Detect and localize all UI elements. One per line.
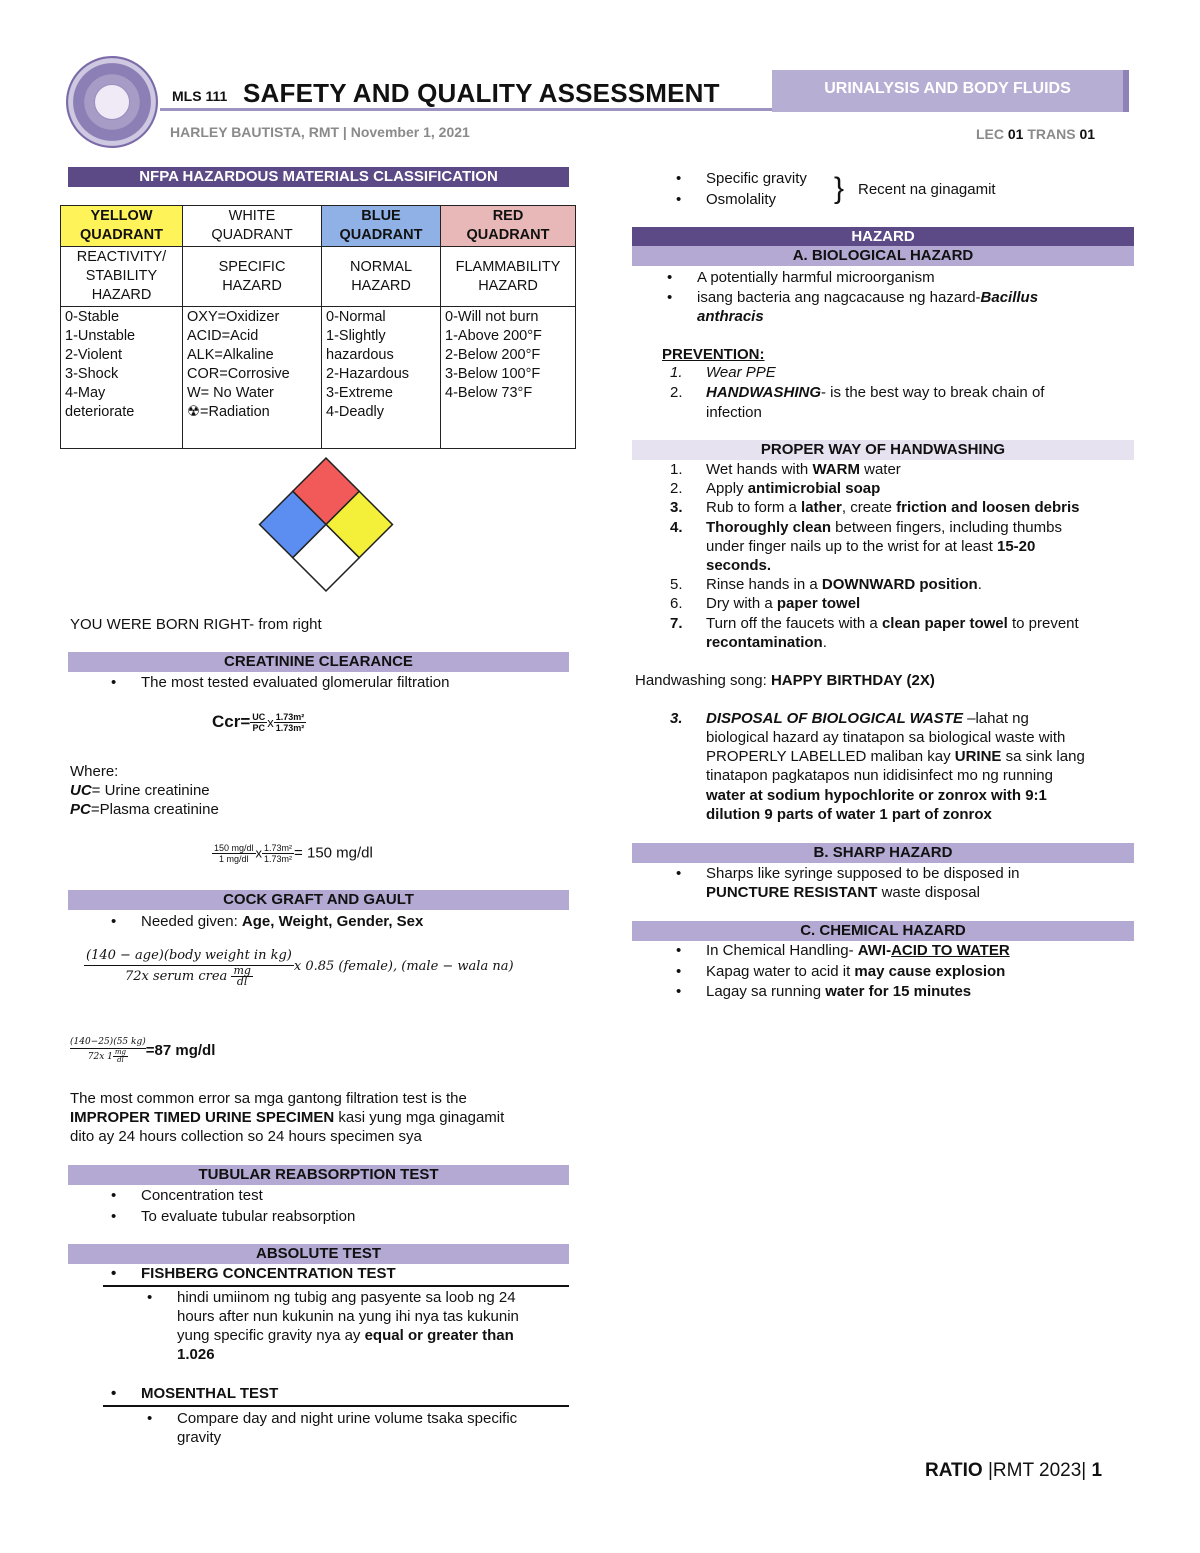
- mosenthal-title: MOSENTHAL TEST: [141, 1385, 279, 1402]
- red-subheader: FLAMMABILITY HAZARD: [441, 247, 576, 307]
- hw-step: 1. Wet hands with WARM water: [670, 461, 901, 478]
- author-line: HARLEY BAUTISTA, RMT | November 1, 2021: [170, 124, 470, 140]
- cockcroft-example: (140−25)(55 kg) 72x 1 $\frac{mg}{dl}$ =87 mg/dl: [70, 1037, 216, 1064]
- tubular-item: Concentration test: [141, 1187, 263, 1204]
- brace-icon: }: [834, 172, 845, 205]
- pc-definition: PC=Plasma creatinine: [70, 801, 219, 818]
- nfpa-heading: NFPA HAZARDOUS MATERIALS CLASSIFICATION: [68, 167, 569, 187]
- hw-step-cont: under finger nails up to the wrist for at least 15-20: [706, 538, 1036, 555]
- fishberg-line: 1.026: [177, 1346, 215, 1363]
- bio-hazard-heading: A. BIOLOGICAL HAZARD: [632, 246, 1134, 266]
- yellow-subheader: REACTIVITY/ STABILITY HAZARD: [61, 247, 183, 307]
- radiation-icon: ☢: [187, 404, 200, 420]
- bio-bullet: isang bacteria ang nagcacause ng hazard-Bacillus: [697, 289, 1039, 306]
- sharp-bullet-cont: PUNCTURE RESISTANT waste disposal: [706, 884, 980, 901]
- sharp-hazard-heading: B. SHARP HAZARD: [632, 843, 1134, 863]
- fishberg-line: hours after nun kukunin na yung ihi nya tas kukunin: [177, 1308, 519, 1325]
- bio-bullet: A potentially harmful microorganism: [697, 269, 935, 286]
- prevention-2: 2. HANDWASHING- is the best way to break chain of: [670, 384, 1045, 401]
- white-quadrant-header: WHITE QUADRANT: [183, 206, 322, 247]
- blue-values: 0-Normal 1-Slightly hazardous 2-Hazardous 3-Extreme 4-Deadly: [322, 307, 441, 449]
- osmolality-item: Osmolality: [706, 191, 777, 208]
- bio-bullet-cont: anthracis: [697, 308, 764, 325]
- disposal-line: water at sodium hypochlorite or zonrox with 9:1: [706, 787, 1047, 804]
- brace-note: Recent na ginagamit: [858, 181, 996, 198]
- prevention-1: 1. Wear PPE: [670, 364, 776, 381]
- error-para-1: The most common error sa mga gantong filtration test is the: [70, 1090, 467, 1107]
- red-values: 0-Will not burn 1-Above 200°F 2-Below 200°F 3-Below 100°F 4-Below 73°F: [441, 307, 576, 449]
- sharp-bullet: Sharps like syringe supposed to be disposed in: [706, 865, 1020, 882]
- where-label: Where:: [70, 763, 119, 780]
- hw-step: 7. Turn off the faucets with a clean paper towel to prevent: [670, 615, 1079, 632]
- tubular-item: To evaluate tubular reabsorption: [141, 1208, 356, 1225]
- disposal-line: biological hazard ay tinatapon sa biological waste with: [706, 729, 1066, 746]
- white-subheader: SPECIFIC HAZARD: [183, 247, 322, 307]
- handwashing-song: Handwashing song: HAPPY BIRTHDAY (2X): [635, 672, 935, 689]
- prevention-2-cont: infection: [706, 404, 762, 421]
- chemical-hazard-heading: C. CHEMICAL HAZARD: [632, 921, 1134, 941]
- lec-trans-label: LEC 01 TRANS 01: [976, 126, 1096, 142]
- page-footer: RATIO |RMT 2023| 1: [925, 1460, 1103, 1481]
- nfpa-diamond-icon: [255, 452, 397, 597]
- blue-quadrant-header: BLUE QUADRANT: [322, 206, 441, 247]
- red-quadrant-header: RED QUADRANT: [441, 206, 576, 247]
- hw-step-cont: seconds.: [706, 557, 772, 574]
- hw-step: 6. Dry with a paper towel: [670, 595, 861, 612]
- yellow-values: 0-Stable 1-Unstable 2-Violent 3-Shock 4-May deteriorate: [61, 307, 183, 449]
- disposal-line: tinatapon pagkatapos nun ididisinfect mo ng running: [706, 767, 1053, 784]
- blue-subheader: NORMAL HAZARD: [322, 247, 441, 307]
- ccr-example: $\frac{150 mg/dl}{1 mg/dl}$ x $\frac{\text{1.73m²}}{\text{1.73m²}}$ = 150 mg/dl: [214, 843, 373, 864]
- page-title: SAFETY AND QUALITY ASSESSMENT: [243, 78, 720, 108]
- chem-bullet: Lagay sa running water for 15 minutes: [706, 983, 972, 1000]
- university-seal-logo: [66, 56, 158, 148]
- cockcroft-formula: (140 − age)(body weight in kg) 72x serum crea $\frac{mg}{dl}$ x 0.85 (female), (male − wala na): [86, 948, 514, 988]
- hw-step: 2. Apply antimicrobial soap: [670, 480, 881, 497]
- fishberg-line: yung specific gravity nya ay equal or greater than: [177, 1327, 514, 1344]
- creatinine-bullet: The most tested evaluated glomerular filtration: [141, 674, 450, 691]
- white-values: OXY=Oxidizer ACID=Acid ALK=Alkaline COR=Corrosive W= No Water ☢=Radiation: [183, 307, 322, 449]
- yellow-quadrant-header: YELLOW QUADRANT: [61, 206, 183, 247]
- subject-banner: URINALYSIS AND BODY FLUIDS: [772, 70, 1129, 112]
- prevention-label: PREVENTION:: [662, 346, 765, 363]
- error-para-3: dito ay 24 hours collection so 24 hours specimen sya: [70, 1128, 422, 1145]
- hw-step-cont: recontamination.: [706, 634, 827, 651]
- sg-item: Specific gravity: [706, 170, 807, 187]
- course-code: MLS 111: [172, 88, 228, 104]
- cockcroft-heading: COCK GRAFT AND GAULT: [68, 890, 569, 910]
- chem-bullet: In Chemical Handling- AWI-ACID TO WATER: [706, 942, 1010, 959]
- fishberg-line: hindi umiinom ng tubig ang pasyente sa loob ng 24: [177, 1289, 516, 1306]
- absolute-heading: ABSOLUTE TEST: [68, 1244, 569, 1264]
- fishberg-title: FISHBERG CONCENTRATION TEST: [141, 1265, 396, 1282]
- fishberg-rule: [103, 1285, 569, 1287]
- mosenthal-line: gravity: [177, 1429, 222, 1446]
- mosenthal-rule: [103, 1405, 569, 1407]
- cockcroft-bullet: Needed given: Age, Weight, Gender, Sex: [141, 913, 424, 930]
- disposal-line: PROPERLY LABELLED maliban kay URINE sa sink lang: [706, 748, 1085, 765]
- hazard-heading: HAZARD: [632, 227, 1134, 247]
- title-underline: [160, 108, 772, 111]
- disposal-title: 3. DISPOSAL OF BIOLOGICAL WASTE –lahat ng: [670, 710, 1029, 727]
- mnemonic: YOU WERE BORN RIGHT- from right: [70, 616, 322, 633]
- tubular-heading: TUBULAR REABSORPTION TEST: [68, 1165, 569, 1185]
- hw-step: 5. Rinse hands in a DOWNWARD position.: [670, 576, 982, 593]
- uc-definition: UC= Urine creatinine: [70, 782, 210, 799]
- creatinine-heading: CREATININE CLEARANCE: [68, 652, 569, 672]
- hw-step: 4. Thoroughly clean between fingers, including thumbs: [670, 519, 1062, 536]
- hw-step: 3. Rub to form a lather, create friction and loosen debris: [670, 499, 1080, 516]
- chem-bullet: Kapag water to acid it may cause explosion: [706, 963, 1006, 980]
- error-para-2: IMPROPER TIMED URINE SPECIMEN kasi yung mga ginagamit: [70, 1109, 505, 1126]
- handwashing-heading: PROPER WAY OF HANDWASHING: [632, 440, 1134, 460]
- ccr-formula: Ccr= $\frac{UC}{PC}$ x $\frac{\text{1.73m²}}{\text{1.73m²}}$: [212, 712, 305, 734]
- nfpa-table: [60, 205, 576, 449]
- disposal-line: dilution 9 parts of water 1 part of zonrox: [706, 806, 992, 823]
- mosenthal-line: Compare day and night urine volume tsaka specific: [177, 1410, 518, 1427]
